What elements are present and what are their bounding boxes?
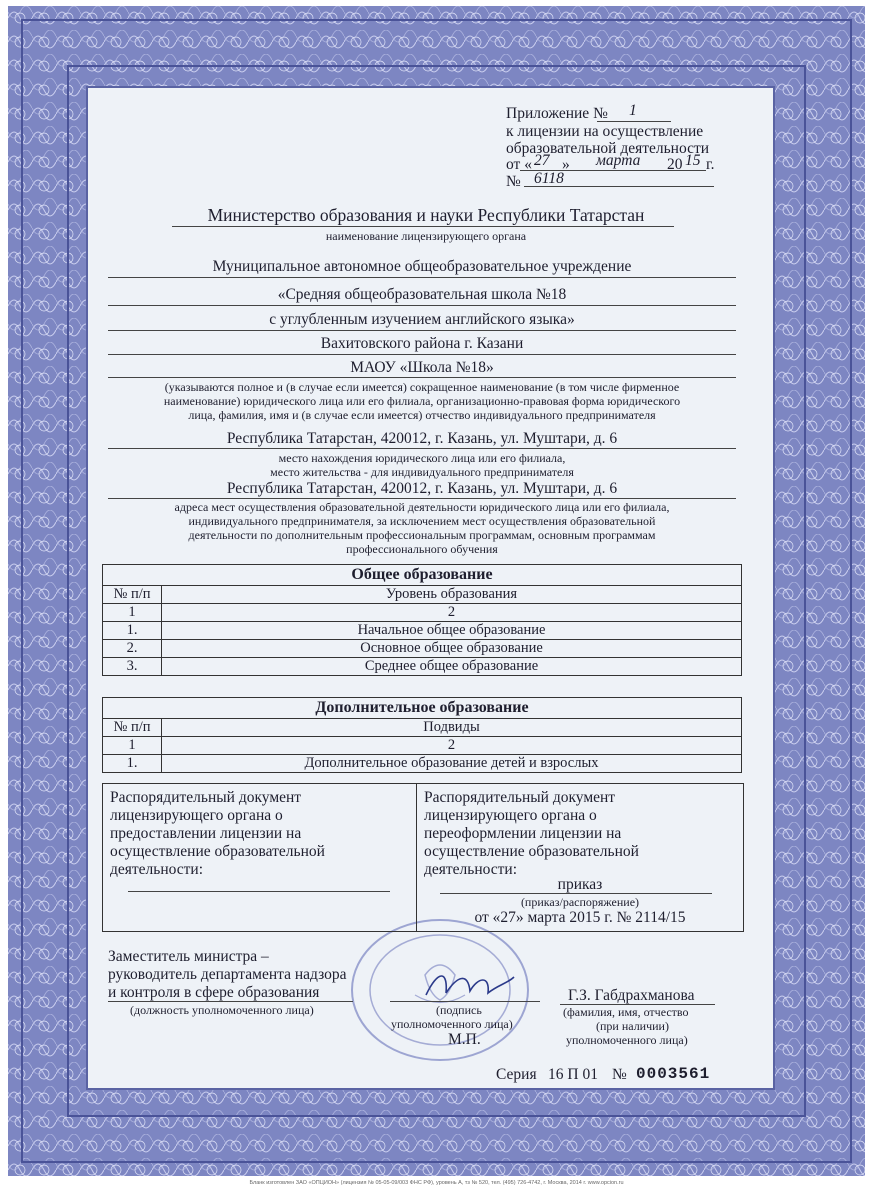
sign-caption-1: (подпись (436, 1003, 482, 1017)
authority-caption: наименование лицензирующего органа (325, 229, 527, 243)
general-index-2: 2 (162, 604, 742, 622)
authority-name: Министерство образования и науки Республики Татарстан (207, 205, 645, 225)
activity-caption-4: профессионального обучения (346, 542, 498, 556)
position-line-3: и контроля в сфере образования (108, 984, 320, 1001)
row-number: 2. (103, 640, 162, 658)
order-date: от «27» марта 2015 г. № 2114/15 (474, 909, 686, 926)
authority-line (172, 226, 674, 227)
additional-education-title: Дополнительное образование (103, 698, 742, 719)
general-education-table (102, 564, 742, 676)
row-level: Основное общее образование (162, 640, 742, 658)
order-type: приказ (557, 876, 603, 893)
licensee-caption-2: наименование) юридического лица или его филиала, организационно-правовая форма юридического (163, 394, 681, 408)
reissue-doc-line-1: Распорядительный документ (424, 789, 616, 806)
licensee-line-1: Муниципальное автономное общеобразовательное учреждение (212, 258, 632, 275)
additional-index-1: 1 (103, 737, 162, 755)
reissue-doc-line-4: осуществление образовательной (424, 843, 639, 860)
activity-caption-3: деятельности по дополнительным профессиональным программам, основным программам (188, 528, 656, 542)
table-row (103, 640, 742, 658)
appendix-year-suffix: г. (706, 156, 715, 173)
sign-caption-2: уполномоченного лица) (391, 1017, 513, 1031)
licensee-line-4-rule (108, 354, 736, 355)
row-number: 1. (103, 755, 162, 773)
licensee-line-3: с углубленным изучением английского языка» (269, 311, 575, 328)
series-value: 16 П 01 (548, 1066, 598, 1083)
general-col-level: Уровень образования (162, 586, 742, 604)
seal-label: М.П. (448, 1031, 481, 1048)
additional-col-number: № п/п (103, 719, 162, 737)
grant-doc-line-4: осуществление образовательной (110, 843, 325, 860)
location-caption-2: место жительства - для индивидуального предпринимателя (270, 465, 574, 479)
appendix-date-prefix: от « (506, 156, 532, 173)
reissue-doc-line-3: переоформлении лицензии на (424, 825, 622, 842)
activity-address: Республика Татарстан, 420012, г. Казань, ул. Муштари, д. 6 (226, 480, 618, 497)
appendix-number-line (597, 121, 671, 122)
table-row (103, 658, 742, 676)
row-level: Начальное общее образование (162, 622, 742, 640)
appendix-date-close: » (562, 156, 570, 173)
position-line-rule (108, 1001, 353, 1002)
position-caption: (должность уполномоченного лица) (130, 1003, 314, 1017)
position-line-2: руководитель департамента надзора (108, 966, 347, 983)
series-num-label: № (612, 1066, 627, 1083)
general-education-title: Общее образование (103, 565, 742, 586)
table-row (103, 622, 742, 640)
name-caption-1: (фамилия, имя, отчество (563, 1005, 689, 1019)
licensee-caption-3: лица, фамилия, имя и (в случае если имеется) отчество индивидуального предпринимателя (188, 408, 656, 422)
row-number: 1. (103, 622, 162, 640)
location-address: Республика Татарстан, 420012, г. Казань, ул. Муштари, д. 6 (226, 430, 618, 447)
order-type-line (440, 893, 712, 894)
activity-rule (108, 498, 736, 499)
signature-line (390, 1001, 540, 1002)
series-number: 0003561 (636, 1065, 711, 1083)
series-label: Серия (496, 1066, 537, 1083)
appendix-year: 15 (685, 152, 701, 169)
licensee-caption-1: (указываются полное и (в случае если имеется) сокращенное наименование (в том числе фирменное (164, 380, 680, 394)
licensee-line-5: МАОУ «Школа №18» (350, 359, 494, 376)
licensee-line-2-rule (108, 305, 736, 306)
reissue-doc-line-2: лицензирующего органа о (424, 807, 597, 824)
printer-footer: Бланк изготовлен ЗАО «ОПЦИОН» (лицензия № 05-05-09/003 ФНС РФ), уровень А, тз № 520, тел. (495) 726-4742, г. Москва, 2014 г. www.opcion.ru (249, 1180, 624, 1186)
grant-doc-line-3: предоставлении лицензии на (110, 825, 302, 842)
appendix-month: марта (596, 152, 641, 169)
appendix-year-prefix: 20 (667, 156, 683, 173)
licensee-line-4: Вахитовского района г. Казани (320, 335, 524, 352)
row-number: 3. (103, 658, 162, 676)
general-col-number: № п/п (103, 586, 162, 604)
row-subtype: Дополнительное образование детей и взрослых (162, 755, 742, 773)
name-caption-2: (при наличии) (596, 1019, 669, 1033)
additional-education-table (102, 697, 742, 773)
appendix-num-prefix: № (506, 173, 521, 190)
grant-doc-line-5: деятельности: (110, 861, 204, 878)
signer-name: Г.З. Габдрахманова (568, 987, 695, 1004)
handwritten-signature (418, 965, 518, 1005)
license-number: 6118 (534, 170, 564, 187)
activity-caption-2: индивидуального предпринимателя, за исключением мест осуществления образовательной (188, 514, 656, 528)
activity-caption-1: адреса мест осуществления образовательной деятельности юридического лица или его филиала, (174, 500, 670, 514)
general-index-1: 1 (103, 604, 162, 622)
licensee-line-1-rule (108, 277, 736, 278)
position-line-1: Заместитель министра – (108, 948, 269, 965)
location-caption-1: место нахождения юридического лица или его филиала, (278, 451, 566, 465)
order-type-caption: (приказ/распоряжение) (520, 895, 640, 909)
appendix-number: 1 (629, 102, 637, 119)
appendix-day: 27 (534, 152, 550, 169)
row-level: Среднее общее образование (162, 658, 742, 676)
appendix-label: Приложение № (506, 105, 608, 122)
additional-index-2: 2 (162, 737, 742, 755)
licensee-line-2: «Средняя общеобразовательная школа №18 (277, 286, 567, 303)
additional-col-subtype: Подвиды (162, 719, 742, 737)
grant-doc-line-2: лицензирующего органа о (110, 807, 283, 824)
table-row (103, 755, 742, 773)
name-caption-3: уполномоченного лица) (566, 1033, 688, 1047)
licensee-line-5-rule (108, 377, 736, 378)
appendix-line-3: образовательной деятельности (506, 140, 710, 157)
grant-doc-blank-line (128, 891, 390, 892)
grant-doc-line-1: Распорядительный документ (110, 789, 302, 806)
licensee-line-3-rule (108, 330, 736, 331)
reissue-doc-line-5: деятельности: (424, 861, 518, 878)
location-rule (108, 448, 736, 449)
appendix-line-2: к лицензии на осуществление (506, 123, 704, 140)
license-number-line (524, 186, 714, 187)
